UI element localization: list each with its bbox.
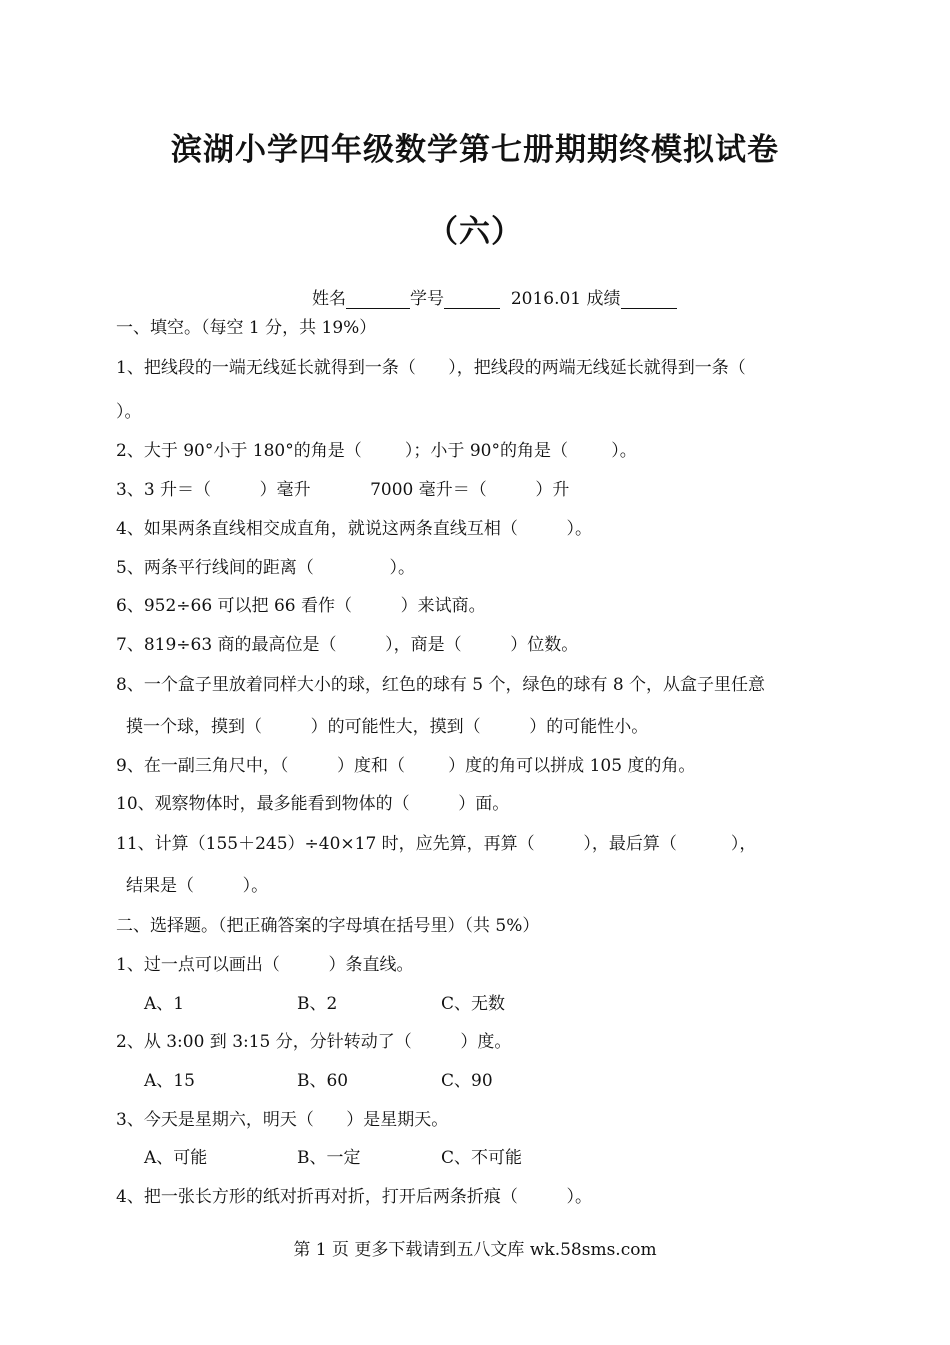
name-label: 姓名 (312, 289, 346, 309)
question-11b: 结果是（ ）。 (126, 876, 269, 896)
question-6: 6、952÷66 可以把 66 看作（ ）来试商。 (116, 596, 486, 616)
question-8a: 8、一个盒子里放着同样大小的球，红色的球有 5 个，绿色的球有 8 个，从盒子里任意 (116, 675, 766, 695)
score-label: 成绩 (586, 289, 621, 309)
exam-date: 2016.01 (510, 289, 582, 309)
name-blank (346, 290, 410, 309)
choice-1-option-c: C、无数 (441, 994, 506, 1014)
question-1b: ）。 (116, 402, 142, 422)
question-9: 9、在一副三角尺中，（ ）度和（ ）度的角可以拼成 105 度的角。 (116, 756, 696, 776)
question-2: 2、大于 90°小于 180°的角是（ ）；小于 90°的角是（ ）。 (116, 441, 637, 461)
question-8b: 摸一个球，摸到（ ）的可能性大，摸到（ ）的可能性小。 (126, 717, 649, 737)
section2-heading: 二、选择题。（把正确答案的字母填在括号里）（共 5%） (116, 916, 540, 936)
exam-title: 滨湖小学四年级数学第七册期期终模拟试卷 (171, 132, 779, 168)
choice-2-option-a: A、15 (144, 1071, 195, 1091)
question-5: 5、两条平行线间的距离（ ）。 (116, 558, 415, 578)
choice-3-option-c: C、不可能 (441, 1148, 523, 1168)
choice-question-3: 3、今天是星期六，明天（ ）是星期天。 (116, 1110, 449, 1130)
choice-2-option-b: B、60 (297, 1071, 349, 1091)
question-11a: 11、计算（155＋245）÷40×17 时，应先算，再算（ ），最后算（ ）， (116, 834, 757, 854)
page-footer: 第 1 页 更多下载请到五八文库 wk.58sms.com (293, 1240, 657, 1260)
exam-title-number: （六） (427, 214, 523, 250)
section1-heading: 一、填空。（每空 1 分，共 19%） (116, 318, 377, 338)
choice-3-option-b: B、一定 (297, 1148, 361, 1168)
question-10: 10、观察物体时，最多能看到物体的（ ）面。 (116, 794, 510, 814)
choice-question-1: 1、过一点可以画出（ ）条直线。 (116, 955, 414, 975)
question-1a: 1、把线段的一端无线延长就得到一条（ ），把线段的两端无线延长就得到一条（ (116, 358, 746, 378)
question-7: 7、819÷63 商的最高位是（ ），商是（ ）位数。 (116, 635, 579, 655)
choice-2-option-c: C、90 (441, 1071, 493, 1091)
number-label: 学号 (410, 289, 444, 309)
choice-1-option-a: A、1 (144, 994, 185, 1014)
student-info-line (312, 284, 677, 309)
number-blank (444, 290, 500, 309)
choice-3-option-a: A、可能 (144, 1148, 208, 1168)
choice-question-4: 4、把一张长方形的纸对折再对折，打开后两条折痕（ ）。 (116, 1187, 592, 1207)
score-blank (621, 290, 677, 309)
choice-1-option-b: B、2 (297, 994, 338, 1014)
choice-question-2: 2、从 3:00 到 3:15 分，分针转动了（ ）度。 (116, 1032, 512, 1052)
question-4: 4、如果两条直线相交成直角，就说这两条直线互相（ ）。 (116, 519, 592, 539)
question-3: 3、3 升＝（ ）毫升 7000 毫升＝（ ）升 (116, 480, 570, 500)
